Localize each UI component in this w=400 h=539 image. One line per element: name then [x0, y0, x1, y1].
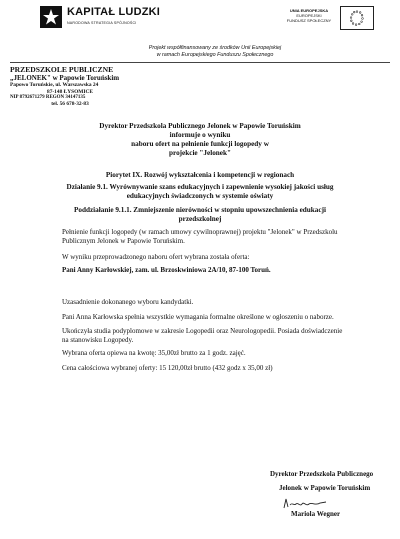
title-line1: Dyrektor Przedszkola Publicznego Jelonek w Papowie Toruńskim	[99, 122, 301, 130]
p1-line2: Publicznym Jelonek w Papowie Toruńskim.	[62, 237, 185, 245]
signature-title-line1: Dyrektor Przedszkola Publicznego	[270, 470, 374, 478]
paragraph-hourly-rate: Wybrana oferta opiewa na kwotę: 35,00zł brutto za 1 godz. zajęć.	[62, 349, 246, 357]
signature-title-line2: Jelonek w Papowie Toruńskim	[279, 484, 371, 492]
stamp-line4: 87-148 ŁYSOMICE	[47, 89, 93, 95]
stamp-line3: Papowo Toruńskie, ul. Warszawska 24	[10, 82, 99, 88]
p6-line1: Ukończyła studia podyplomowe w zakresie Logopedii oraz Neurologopedii. Posiada doświadczenie	[62, 327, 343, 335]
eu-flag-icon	[340, 6, 374, 30]
stamp-line2: „JELONEK" w Papowie Toruńskim	[10, 74, 120, 82]
action-line2: edukacyjnych świadczonych w systemie oświaty	[126, 192, 274, 200]
kapital-ludzki-logo-icon	[40, 6, 62, 28]
eu-line3: FUNDUSZ SPOŁECZNY	[286, 18, 332, 23]
institution-stamp	[10, 66, 130, 107]
stamp-line6: tel. 56 678-32-83	[51, 101, 89, 107]
paragraph-selected-offer: Pani Anny Karłowskiej, zam. ul. Brzoskwiniowa 2A/10, 87-100 Toruń.	[62, 266, 271, 274]
p6-line2: na stanowisku Logopedy.	[62, 336, 134, 344]
action-line	[40, 183, 360, 201]
subaction-line	[40, 206, 360, 224]
stamp-line5: NIP 8792671279 REGON 34147135	[10, 95, 86, 100]
document-title	[40, 122, 360, 158]
stamp-line1: PRZEDSZKOLE PUBLICZNE	[10, 65, 114, 74]
title-line3: naboru ofert na pełnienie funkcji logopedy w	[131, 140, 269, 148]
program-logo-title: KAPITAŁ LUDZKI	[67, 6, 161, 18]
paragraph-qualifications	[62, 327, 377, 345]
action-line1: Działanie 9.1. Wyrównywanie szans edukacyjnych i zapewnienie wysokiej jakości usług	[66, 183, 334, 191]
eu-line2: EUROPEJSKI	[296, 13, 322, 18]
cofinance-line1: Projekt współfinansowany ze środków Unii Europejskiej	[148, 45, 282, 51]
signature-name: Mariola Wegner	[291, 510, 341, 518]
header-divider	[10, 62, 390, 63]
subaction-line2: przedszkolnej	[178, 215, 222, 223]
paragraph-role	[62, 228, 377, 246]
subaction-line1: Poddziałanie 9.1.1. Zmniejszenie nierówności w stopniu upowszechnienia edukacji	[74, 206, 326, 214]
handwritten-signature	[282, 496, 330, 510]
cofinance-line2: w ramach Europejskiego Funduszu Społecznego	[156, 52, 274, 58]
paragraph-justification-heading: Uzasadnienie dokonanego wyboru kandydatki.	[62, 298, 194, 306]
eu-logo-text	[280, 8, 338, 23]
paragraph-total-price: Cena całościowa wybranej oferty: 15 120,00zł brutto (432 godz x 35,00 zł)	[62, 364, 273, 372]
priority-line: Piorytet IX. Rozwój wykształcenia i kompetencji w regionach	[105, 171, 295, 179]
title-line4: projekcie "Jelonek"	[169, 149, 231, 157]
program-logo-subtitle: NARODOWA STRATEGIA SPÓJNOŚCI	[67, 21, 137, 25]
eu-line1: UNIA EUROPEJSKA	[289, 8, 329, 13]
paragraph-requirements: Pani Anna Karłowska spełnia wszystkie wymagania formalne określone w ogłoszeniu o naborze.	[62, 313, 334, 321]
p1-line1: Pełnienie funkcji logopedy (w ramach umowy cywilnoprawnej) projektu "Jelonek" w Przedszkolu	[62, 228, 338, 236]
title-line2: informuje o wyniku	[169, 131, 231, 139]
paragraph-result-intro: W wyniku przeprowadzonego naboru ofert wybrana została oferta:	[62, 253, 250, 261]
cofinance-note	[110, 45, 320, 59]
